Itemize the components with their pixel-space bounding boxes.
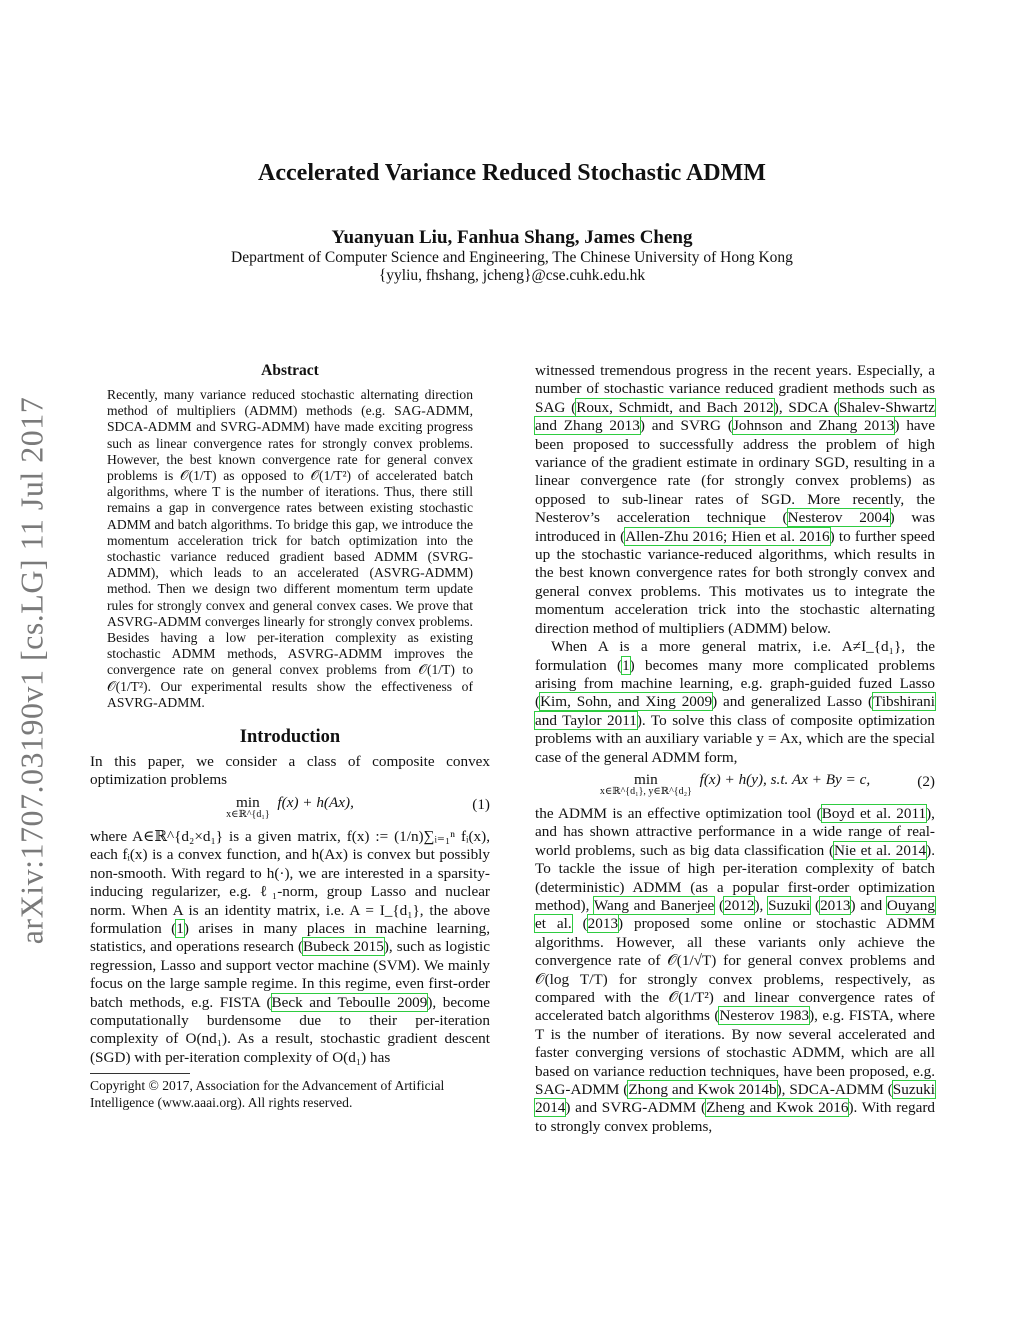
r3-e: ), [754, 896, 769, 914]
author-emails: {yyliu, fhshang, jcheng}@cse.cuhk.edu.hk [378, 267, 646, 284]
r3-g: ) and [850, 896, 887, 914]
citation-wang[interactable]: Wang and Banerjee [593, 896, 715, 914]
equation-ref-link[interactable]: 1 [622, 656, 630, 674]
citation-suzuki-2014[interactable]: Suzuki 2014 [535, 1081, 935, 1117]
eq1-subscript: x∈ℝ^{d₁} [226, 808, 270, 820]
citation-wang-year[interactable]: 2012 [724, 896, 755, 914]
r2-b: ) becomes many more complicated problems arising from machine learning, e.g. graph-guided fuzed Lasso ( [535, 656, 935, 711]
citation-ouyang-year[interactable]: 2013 [587, 915, 619, 933]
citation-roux[interactable]: Roux, Schmidt, and Bach 2012 [576, 398, 774, 416]
citation-shalev[interactable]: Shalev-Shwartz and Zhang 2013 [535, 398, 935, 435]
right-paragraph-1 [535, 362, 935, 638]
right-paragraph-3 [535, 805, 935, 1136]
citation-beck[interactable]: Beck and Teboulle 2009 [271, 993, 428, 1011]
r3-h: ( [571, 915, 588, 933]
r1-e: ) was introduced in ( [535, 509, 935, 545]
intro-p2-c: ), such as logistic regression, Lasso and support vector machine (SVM). We mainly focus on the large sample regime. In this regime, even first-order batch methods, e.g. FISTA ( [90, 938, 490, 1011]
intro-p2-b: ) arises in many places in machine learning, statistics, and operations research ( [90, 919, 491, 956]
right-paragraph-2 [535, 638, 935, 767]
equation-1 [90, 790, 490, 828]
citation-johnson[interactable]: Johnson and Zhang 2013 [732, 417, 895, 435]
r1-d: ) have been proposed to successfully address the problem of high variance of the gradient estimate in ordinary SGD, resulting in a linear convergence rate (for strongly convex problems) as opposed to sub-linear rates of SGD. More recently, the Nesterov’s acceleration technique ( [535, 417, 935, 527]
citation-tibshirani[interactable]: Tibshirani and Taylor 2011 [535, 693, 935, 729]
citation-nesterov-1983[interactable]: Nesterov 1983 [719, 1007, 810, 1025]
citation-nie[interactable]: Nie et al. 2014 [834, 841, 927, 859]
copyright-footnote: Copyright © 2017, Association for the Advancement of Artificial Intelligence (www.aaai.org). All rights reserved. [90, 1078, 445, 1110]
r1-f: ) to further speed up the stochastic variance-reduced algorithms, which results in the best known convergence rates for both strongly convex and general convex problems. This motivates us to integrate the momentum acceleration trick into the stochastic alternating direction method of multipliers (ADMM) below. [535, 527, 935, 637]
citation-zheng[interactable]: Zheng and Kwok 2016 [706, 1099, 849, 1117]
r3-c: ). To tackle the issue of high per-iteration complexity of batch (deterministic) ADMM (as a popular first-order optimization method), [535, 841, 935, 914]
equation-ref-link[interactable]: 1 [176, 919, 184, 937]
r1-a: witnessed tremendous progress in the recent years. Especially, a number of stochastic variance reduced gradient methods such as SAG ( [535, 362, 935, 416]
right-column [535, 362, 935, 1136]
citation-allen-zhu[interactable]: Allen-Zhu 2016; Hien et al. 2016 [625, 527, 830, 545]
r2-d: ). To solve this class of composite optimization problems with an auxiliary variable y = Ax, which are the special case of the general ADMM form, [535, 711, 935, 766]
citation-boyd[interactable]: Boyd et al. 2011 [821, 804, 927, 822]
citation-kim[interactable]: Kim, Sohn, and Xing 2009 [540, 693, 713, 711]
eq2-body: f(x) + h(y), s.t. Ax + By = c, [699, 770, 871, 788]
citation-zhong[interactable]: Zhong and Kwok 2014b [628, 1081, 777, 1099]
left-column [90, 362, 490, 1111]
r3-l: ) and SVRG-ADMM ( [565, 1099, 707, 1117]
r1-b: ), SDCA ( [773, 398, 839, 416]
eq1-body: f(x) + h(Ax), [277, 793, 354, 811]
abstract-text: Recently, many variance reduced stochastic alternating direction method of multipliers (ADMM) methods (e.g. SAG-ADMM, SDCA-ADMM and SVRG-ADMM) have made exciting progress such as linear convergence rates for strongly convex problems. However, the best known convergence rate for general convex problems is 𝒪(1/T) as opposed to 𝒪(1/T²) of accelerated batch algorithms, where T is the number of iterations. Thus, there still remains a gap in convergence rates between existing stochastic ADMM and batch algorithms. To bridge this gap, we introduce the momentum acceleration trick for batch optimization into the stochastic variance reduced gradient based ADMM (SVRG-ADMM), which leads to an accelerated (ASVRG-ADMM) method. Then we design two different momentum term update rules for strongly convex and general convex cases. We prove that ASVRG-ADMM converges linearly for strongly convex problems. Besides having a low per-iteration complexity as existing stochastic ADMM methods, ASVRG-ADMM improves the convergence rate on general convex problems from 𝒪(1/T) to 𝒪(1/T²). Our experimental results show the effectiveness of ASVRG-ADMM. [107, 387, 473, 710]
arxiv-stamp [2, 360, 62, 980]
citation-nesterov-2004[interactable]: Nesterov 2004 [787, 509, 890, 527]
citation-bubeck[interactable]: Bubeck 2015 [303, 938, 384, 956]
paper-title: Accelerated Variance Reduced Stochastic ADMM [258, 160, 766, 186]
r3-i: ) proposed some online or stochastic ADMM algorithms. However, all these variants only achieve the convergence rate of 𝒪(1/√T) for general convex problems and 𝒪(log T/T) for strongly convex problems, respectively, as compared with the 𝒪(1/T²) and linear convergence rates of accelerated batch algorithms ( [535, 915, 936, 1025]
intro-paragraph-2 [90, 828, 490, 1067]
author-list: Yuanyuan Liu, Fanhua Shang, James Cheng [331, 227, 693, 248]
footnote-divider [90, 1073, 190, 1074]
r3-a: the ADMM is an effective optimization tool ( [535, 804, 822, 822]
r1-c: ) and SVRG ( [639, 417, 733, 435]
introduction-heading: Introduction [239, 727, 341, 748]
eq1-min: min [236, 793, 260, 811]
r3-j: ), e.g. FISTA, where T is the number of iterations. By now several accelerated and faster converging versions of stochastic ADMM, which are all based on variance reduction techniques, have been proposed, e.g. SAG-ADMM ( [535, 1007, 935, 1099]
intro-paragraph-1: In this paper, we consider a class of composite convex optimization problems [90, 753, 490, 789]
citation-suzuki-year[interactable]: 2013 [820, 896, 851, 914]
affiliation: Department of Computer Science and Engineering, The Chinese University of Hong Kong [231, 249, 793, 266]
r3-d: ( [714, 896, 725, 914]
eq2-number: (2) [917, 772, 935, 790]
r3-b: ), and has shown attractive performance in a wide range of real-world problems, such as big data classification ( [535, 804, 935, 859]
eq2-subscript: x∈ℝ^{d₁}, y∈ℝ^{d₂} [599, 785, 692, 797]
r3-m: ). With regard to strongly convex problems, [535, 1099, 936, 1135]
intro-p2-d: ), become computationally burdensome due to their per-iteration complexity of O(nd₁). As a result, stochastic gradient descent (SGD) with per-iteration complexity of O(d₁) has [90, 993, 491, 1066]
r3-f: ( [810, 896, 821, 914]
arxiv-stamp-text: arXiv:1707.03190v1 [cs.LG] 11 Jul 2017 [13, 396, 50, 944]
abstract-heading: Abstract [261, 362, 319, 379]
equation-2 [535, 767, 935, 805]
r2-c: ) and generalized Lasso ( [712, 693, 874, 711]
r3-k: ), SDCA-ADMM ( [776, 1081, 893, 1099]
citation-ouyang[interactable]: Ouyang et al. [535, 896, 935, 933]
r2-a: When A is a more general matrix, i.e. A≠I_{d₁}, the formulation ( [535, 638, 935, 674]
intro-p2-a: where A∈ℝ^{d₂×d₁} is a given matrix, f(x) := (1/n)∑ᵢ₌₁ⁿ fᵢ(x), each fᵢ(x) is a convex function, and h(Ax) is convex but possibly non-smooth. With regard to h(·), we are interested in a sparsity-inducing regularizer, e.g. ℓ₁-norm, group Lasso and nuclear norm. When A is an identity matrix, i.e. A = I_{d₁}, the above formulation ( [90, 827, 490, 937]
eq1-number: (1) [472, 795, 490, 813]
eq2-min: min [634, 770, 658, 788]
citation-suzuki[interactable]: Suzuki [768, 896, 811, 914]
